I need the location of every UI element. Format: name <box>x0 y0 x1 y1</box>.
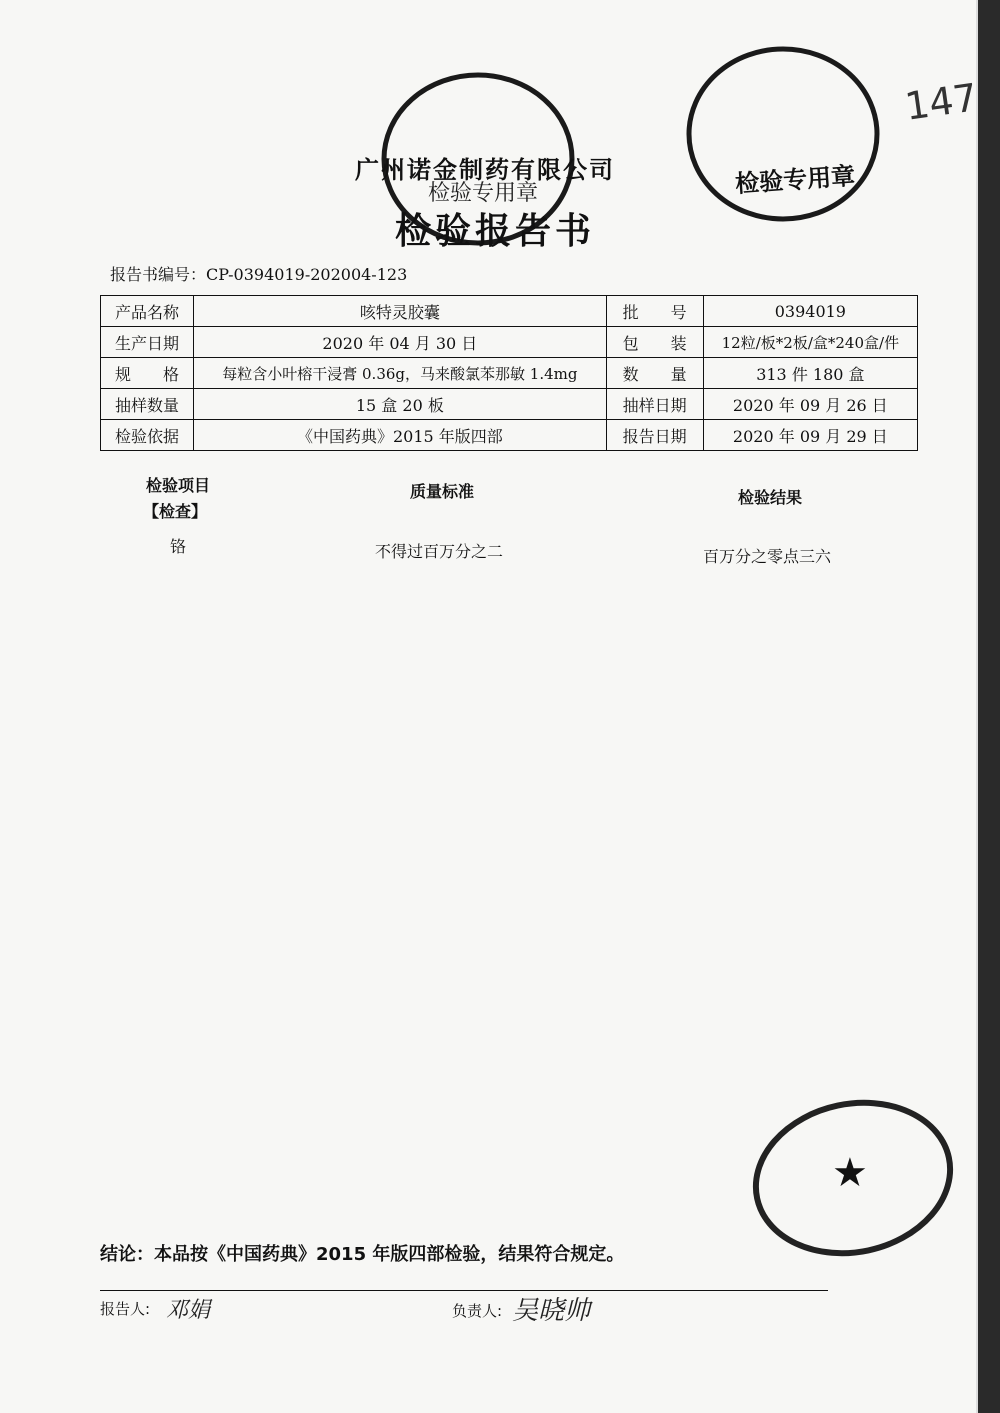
report-number-value: CP-0394019-202004-123 <box>206 265 408 284</box>
result-standard: 不得过百万分之二 <box>375 542 504 561</box>
quality-center-seal-stamp <box>683 44 883 224</box>
section-check: 【检查】 <box>143 502 208 521</box>
table-row <box>101 296 918 327</box>
responsible-signature: 吴晓帅 <box>512 1296 591 1326</box>
result-item: 铬 <box>170 537 187 556</box>
col-header-item: 检验项目 <box>146 476 211 495</box>
stamp-right-center-text: 检验专用章 <box>734 161 857 199</box>
stamp-star-icon: ★ <box>832 1150 868 1196</box>
col-header-result: 检验结果 <box>738 488 803 507</box>
value-batch: 0394019 <box>703 296 917 327</box>
label-quantity: 数 量 <box>606 358 703 389</box>
table-row <box>101 327 918 358</box>
value-quantity: 313 件 180 盒 <box>703 358 917 389</box>
responsible-label: 负责人: <box>452 1302 503 1320</box>
value-sampling-date: 2020 年 09 月 26 日 <box>703 389 917 420</box>
report-number <box>110 262 407 285</box>
value-production-date: 2020 年 04 月 30 日 <box>194 327 607 358</box>
label-basis: 检验依据 <box>101 420 194 451</box>
product-info-table <box>100 295 918 451</box>
label-report-date: 报告日期 <box>606 420 703 451</box>
result-value: 百万分之零点三六 <box>703 547 832 566</box>
label-packaging: 包 装 <box>606 327 703 358</box>
label-sample-quantity: 抽样数量 <box>101 389 194 420</box>
value-specification: 每粒含小叶榕干浸膏 0.36g，马来酸氯苯那敏 1.4mg <box>194 358 607 389</box>
footer-divider <box>100 1290 828 1291</box>
label-sampling-date: 抽样日期 <box>606 389 703 420</box>
value-report-date: 2020 年 09 月 29 日 <box>703 420 917 451</box>
value-product-name: 咳特灵胶囊 <box>194 296 607 327</box>
table-row <box>101 420 918 451</box>
value-basis: 《中国药典》2015 年版四部 <box>194 420 607 451</box>
report-number-label: 报告书编号： <box>110 265 207 284</box>
label-batch: 批 号 <box>606 296 703 327</box>
document-title: 检验报告书 <box>395 211 596 252</box>
value-sample-quantity: 15 盒 20 板 <box>194 389 607 420</box>
col-header-standard: 质量标准 <box>410 482 475 501</box>
table-row <box>101 358 918 389</box>
reporter-signature: 邓娟 <box>166 1298 211 1323</box>
stamp-left-center-text: 检验专用章 <box>428 181 539 206</box>
company-name: 广州诺金制药有限公司 <box>355 156 615 184</box>
table-row <box>101 389 918 420</box>
reporter-label: 报告人: <box>100 1300 151 1318</box>
label-specification: 规 格 <box>101 358 194 389</box>
label-production-date: 生产日期 <box>101 327 194 358</box>
value-packaging: 12粒/板*2板/盒*240盒/件 <box>703 327 917 358</box>
handwritten-page-mark: 147 <box>902 75 981 129</box>
conclusion: 结论：本品按《中国药典》2015 年版四部检验，结果符合规定。 <box>100 1244 625 1265</box>
label-product-name: 产品名称 <box>101 296 194 327</box>
